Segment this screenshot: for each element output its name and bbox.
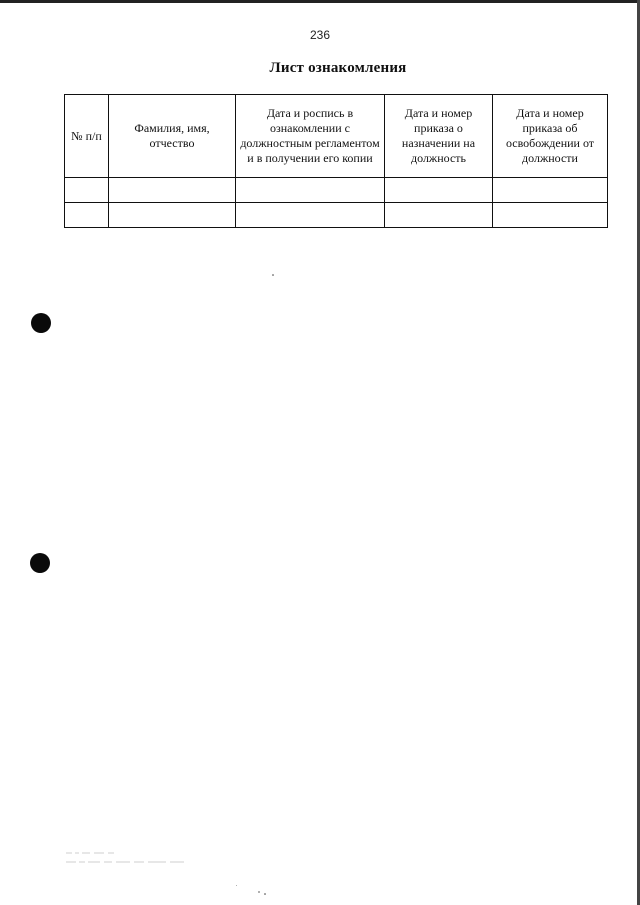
faint-stamp-icon [64, 848, 194, 870]
table-cell [236, 178, 385, 203]
scan-speck [272, 274, 274, 276]
table-cell [385, 178, 493, 203]
table-header-row [65, 95, 608, 178]
table-row [65, 178, 608, 203]
header-appointment-order: Дата и номер приказа о назначении на должность [385, 95, 493, 178]
header-signature-date: Дата и роспись в ознакомлении с должностным регламентом и в получении его копии [236, 95, 385, 178]
header-full-name: Фамилия, имя, отчество [109, 95, 236, 178]
table-cell [493, 178, 608, 203]
table-cell [236, 203, 385, 228]
table-cell [65, 178, 109, 203]
scan-speck [258, 891, 260, 893]
table-cell [109, 203, 236, 228]
header-number: № п/п [65, 95, 109, 178]
punch-hole-icon [30, 553, 50, 573]
acknowledgement-table [64, 94, 608, 228]
document-title: Лист ознакомления [269, 60, 407, 76]
table-cell [109, 178, 236, 203]
table-cell [385, 203, 493, 228]
scan-edge-top [0, 0, 640, 3]
header-dismissal-order: Дата и номер приказа об освобождении от должности [493, 95, 608, 178]
scan-speck [236, 885, 237, 886]
table-row [65, 203, 608, 228]
scan-speck [264, 893, 266, 895]
table-cell [493, 203, 608, 228]
table-cell [65, 203, 109, 228]
punch-hole-icon [31, 313, 51, 333]
page-number: 236 [309, 28, 331, 42]
